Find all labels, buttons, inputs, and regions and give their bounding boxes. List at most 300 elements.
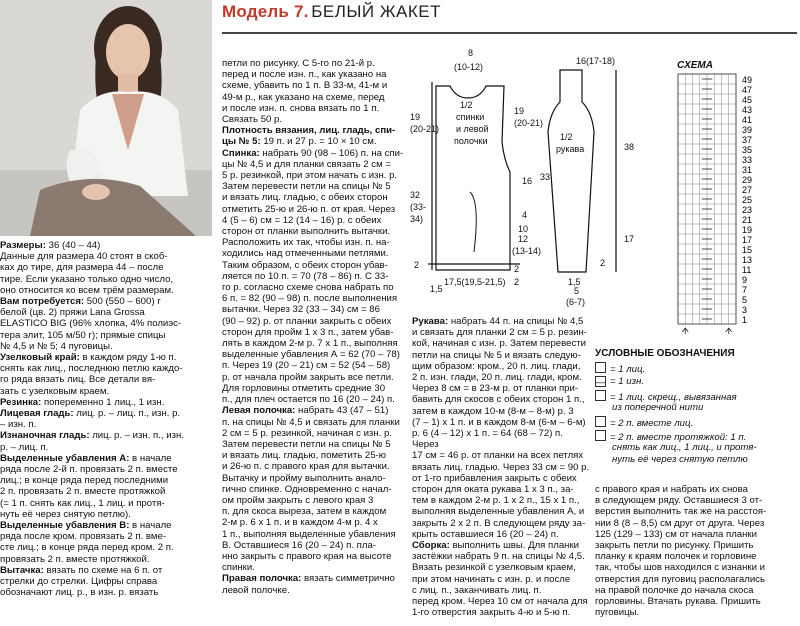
schema-row-number: 27 xyxy=(742,185,753,195)
col1-line xyxy=(0,520,214,531)
line-text: в начале xyxy=(129,452,172,464)
line-text: крыть оставшиеся 16 (20 – 24) п. xyxy=(412,528,559,540)
col3-line xyxy=(412,316,590,327)
schema-row-number: 5 xyxy=(742,295,748,305)
schema-row-number: 47 xyxy=(742,85,753,95)
line-text: 19 п. и 27 р. = 10 × 10 см. xyxy=(260,136,377,148)
line-text: лиц. р. – изн. п., изн. xyxy=(89,430,184,442)
diagram-front-label-3: и левой xyxy=(456,124,489,134)
diagram-bottom-dim-2: 17,5(19,5-21,5) xyxy=(444,277,506,287)
diagram-right-dim-7: (13-14) xyxy=(512,246,542,256)
col1-line xyxy=(0,397,214,408)
col2-line xyxy=(222,103,408,114)
line-text: нуть её через снятую петлю). xyxy=(0,508,131,520)
line-text: на правой полочке до начала скоса xyxy=(595,584,754,596)
line-text: вязать по схеме на 6 п. от xyxy=(43,564,163,576)
line-text: ом пройм закрыть с левого края 3 xyxy=(222,494,374,506)
line-text: ряда после кром. провязать 2 п. вме- xyxy=(0,531,167,543)
col1-line xyxy=(0,509,214,520)
line-text: п., для плеч остается по 16 (20 – 24) п. xyxy=(222,394,395,406)
col4-line xyxy=(595,562,795,573)
line-text: лиц.; в конце ряда перед последними xyxy=(0,475,169,487)
col1-line xyxy=(0,352,214,363)
diagram-right-dim-6: 12 xyxy=(518,234,529,244)
col3-line xyxy=(412,551,590,562)
section-heading: Размеры: xyxy=(0,240,46,251)
col4-line xyxy=(595,529,795,540)
line-text: нно закрыть с правого края на высоте xyxy=(222,550,392,562)
schema-row-number: 15 xyxy=(742,245,753,255)
section-heading: Выделенные убавления А: xyxy=(0,452,130,464)
schema-row-number: 35 xyxy=(742,145,753,155)
col1-line xyxy=(0,307,214,318)
col2-line xyxy=(222,204,408,215)
section-heading: Левая полочка: xyxy=(222,405,296,417)
col1-line xyxy=(0,531,214,542)
schema-row-number: 7 xyxy=(742,285,748,295)
line-text: выделенные убавления А = 62 (70 – 78) xyxy=(222,349,400,361)
col2-line xyxy=(222,473,408,484)
line-text: ляется по 10 п. = 70 (78 – 86) п. С 33- xyxy=(222,270,389,282)
line-text: 4 (5 – 6) см = 12 (14 – 16) р. с обеих xyxy=(222,214,382,226)
col3-line xyxy=(412,484,590,495)
col3-line xyxy=(412,338,590,349)
knit-symbol-icon xyxy=(595,362,606,373)
schema-row-number: 37 xyxy=(742,135,753,145)
diagram-top-dim-3: 16(17-18) xyxy=(576,56,616,66)
line-text: 2-м р. 6 х 1 п. и в каждом 4-м р. 4 х xyxy=(222,517,378,529)
line-text: 1-го отверстия закрыть 4-ю и 5-ю п. xyxy=(412,607,571,619)
line-text: набрать 43 (47 – 51) xyxy=(295,405,389,417)
legend-item-knit: = 1 лиц. xyxy=(595,362,645,375)
col2-line xyxy=(222,226,408,237)
purl-symbol-icon: — xyxy=(596,377,606,388)
line-text: Связать 50 р. xyxy=(222,114,283,126)
col1-line xyxy=(0,251,214,262)
col1-line xyxy=(0,262,214,273)
line-text: закрыть 2 х 2 п. В следующем ряду за- xyxy=(412,517,586,529)
text-column-3 xyxy=(412,316,590,618)
col1-line xyxy=(0,240,214,251)
schema-row-number: 23 xyxy=(742,205,753,215)
col1-line xyxy=(0,419,214,430)
line-text: при этом начинать с изн. р. и после xyxy=(412,573,571,585)
line-text: п. Через 19 (20 – 21) см = 52 (54 – 58) xyxy=(222,360,391,372)
line-text: сторон для оката рукава 1 х 3 п., за- xyxy=(412,484,574,496)
twisted-stitch-icon xyxy=(595,390,606,401)
col3-line xyxy=(412,607,590,618)
line-text: Данные для размера 40 стоят в скоб- xyxy=(0,251,168,263)
col1-line xyxy=(0,386,214,397)
col4-line xyxy=(595,518,795,529)
col3-line xyxy=(412,495,590,506)
schema-row-number: 13 xyxy=(742,255,753,265)
col1-line xyxy=(0,330,214,341)
col2-line xyxy=(222,517,408,528)
line-text: 36 (40 – 44) xyxy=(45,240,101,251)
schema-arrow-icon xyxy=(682,328,688,334)
section-heading: Узелковый край: xyxy=(0,352,80,364)
col3-line xyxy=(412,529,590,540)
diagram-top-dim-1: 8 xyxy=(468,48,474,58)
line-text: обозначают лиц. р., в изн. р. вязать xyxy=(0,587,159,599)
section-heading: Лицевая гладь: xyxy=(0,408,74,420)
line-text: выполняя выделенные убавления А, и xyxy=(412,506,585,518)
model-name: БЕЛЫЙ ЖАКЕТ xyxy=(311,2,442,21)
line-text: (7 – 1) х 1 п. и в каждом 8-м (6-м – 6-м) xyxy=(412,416,586,428)
col2-line xyxy=(222,360,408,371)
col2-line xyxy=(222,529,408,540)
col3-line xyxy=(412,540,590,551)
line-text: п. для скоса выреза, затем в каждом xyxy=(222,506,387,518)
line-text: Через 8 см = в 23-м р. от планки при- xyxy=(412,383,579,395)
line-text: ходились над отмеченными петлями. xyxy=(222,248,389,260)
col3-line xyxy=(412,450,590,461)
schema-row-number: 45 xyxy=(742,95,753,105)
line-text: и вязать лиц. гладью, пометить 25-ю xyxy=(222,450,386,462)
model-photo xyxy=(0,0,212,236)
line-text: 6 п. = 82 (90 – 98) п. после выполнения xyxy=(222,293,398,305)
col2-line xyxy=(222,192,408,203)
col1-line xyxy=(0,442,214,453)
col2-line xyxy=(222,540,408,551)
col1-line xyxy=(0,576,214,587)
col2-line xyxy=(222,114,408,125)
col2-line xyxy=(222,327,408,338)
line-text: щим образом: кром., 20 п. лиц. глади, xyxy=(412,360,581,372)
col2-line xyxy=(222,271,408,282)
schema-row-number: 11 xyxy=(742,265,752,275)
diagram-sleeve-dim-2: 33 xyxy=(540,172,551,182)
col2-line xyxy=(222,585,408,596)
col3-line xyxy=(412,383,590,394)
col1-line xyxy=(0,296,214,307)
diagram-bottom-dim-1: 1,5 xyxy=(430,284,443,294)
line-text: с лиц. п., заканчивать лиц. п. xyxy=(412,584,542,596)
schema-title: СХЕМА xyxy=(677,60,713,71)
col2-line xyxy=(222,304,408,315)
col2-line xyxy=(222,428,408,439)
col3-line xyxy=(412,394,590,405)
line-text: пуговицы. xyxy=(595,607,640,619)
line-text: го р. согласно схеме снова набрать по xyxy=(222,282,394,294)
diagram-left-dim-2: (20-21) xyxy=(410,124,440,134)
schema-row-number: 29 xyxy=(742,175,753,185)
diagram-sleeve-dim-3: 17 xyxy=(624,234,635,244)
col1-line xyxy=(0,453,214,464)
col3-line xyxy=(412,361,590,372)
col1-line xyxy=(0,464,214,475)
col4-line xyxy=(595,495,795,506)
k2tog-icon xyxy=(595,416,606,427)
line-text: схеме, убавить по 1 п. В 33-м, 41-м и xyxy=(222,80,388,92)
line-text: в следующем ряду. Оставшиеся 3 от- xyxy=(595,495,763,507)
title-underline xyxy=(222,32,797,34)
line-text: Расположить их так, чтобы изн. п. на- xyxy=(222,237,390,249)
pattern-diagram xyxy=(410,42,670,312)
section-heading: Сборка: xyxy=(412,540,450,552)
schema-row-number: 3 xyxy=(742,305,748,315)
line-text: петли на спицы № 5 и вязать следую- xyxy=(412,349,581,361)
line-text: застёжки набрать 9 п. на спицы № 4,5. xyxy=(412,551,585,563)
line-text: в начале xyxy=(129,520,172,532)
section-heading: Вам потребуется: xyxy=(0,296,85,308)
line-text: и вязать лиц. гладью, с обеих сторон xyxy=(222,192,388,204)
diagram-right-dim-2: (20-21) xyxy=(514,118,544,128)
col1-line xyxy=(0,554,214,565)
text-column-4 xyxy=(595,484,795,618)
line-text: Для горловины отметить средние 30 xyxy=(222,382,386,394)
line-text: затем в каждом 10-м (8-м – 8-м) р. 3 xyxy=(412,405,574,417)
line-text: 2 см = 5 р. резинкой, начиная с изн. р. xyxy=(222,427,392,439)
line-text: 2 п. провязать 2 п. вместе протяжкой xyxy=(0,486,166,498)
line-text: стрелки до стрелки. Цифры справа xyxy=(0,576,158,588)
legend-item-twisted-2: из поперечной нити xyxy=(612,402,704,413)
diagram-sleeve-label-1: 1/2 xyxy=(560,132,573,142)
legend-item-ssk-3: нуть её через снятую петлю xyxy=(612,454,748,465)
line-text: р. от начала пройм закрыть все петли. xyxy=(222,371,394,383)
line-text: верстия выполнить так же на расстоя- xyxy=(595,506,767,518)
line-text: белой (цв. 2) пряжи Lana Grossa xyxy=(0,307,145,319)
col1-line xyxy=(0,274,214,285)
line-text: и 26-ю п. с правого края для вытачки. xyxy=(222,461,390,473)
legend-title: УСЛОВНЫЕ ОБОЗНАЧЕНИЯ xyxy=(595,348,735,359)
line-text: кой, начиная с изн. р. Затем перевести xyxy=(412,338,586,350)
col2-line xyxy=(222,237,408,248)
line-text: Затем перевести петли на спицы № 5 xyxy=(222,181,391,193)
line-text: 2 п. изн. глади, 20 п. лиц. глади, кром. xyxy=(412,372,582,384)
line-text: цы № 4,5 и для планки связать 2 см = xyxy=(222,158,391,170)
line-text: № 4,5 и № 5; 4 пуговицы. xyxy=(0,340,113,352)
col1-line xyxy=(0,486,214,497)
col3-line xyxy=(412,327,590,338)
line-text: ELASTICO BIG (96% хлопка, 4% полиэс- xyxy=(0,318,182,330)
line-text: го ряда вязать лиц. Все детали вя- xyxy=(0,374,156,386)
schema-row-number: 19 xyxy=(742,225,753,235)
col3-line xyxy=(412,406,590,417)
line-text: – изн. п. xyxy=(0,419,37,431)
col2-line xyxy=(222,215,408,226)
line-text: сторон от планки выполнить вытачки. xyxy=(222,226,391,238)
line-text: тера элит, 105 м/50 г); прямые спицы xyxy=(0,329,166,341)
col2-line xyxy=(222,293,408,304)
line-text: 49-м р., как указано на схеме, перед xyxy=(222,91,385,103)
line-text: и связать для планки 2 см = 5 р. резин- xyxy=(412,327,587,339)
line-text: (= 1 п. снять как лиц., 1 лиц. и протя- xyxy=(0,497,165,509)
section-heading: Выделенные убавления В: xyxy=(0,520,130,532)
col3-line xyxy=(412,518,590,529)
line-text: горловины. Втачать рукава. Пришить xyxy=(595,596,761,608)
line-text: вытачки. Через 32 (33 – 34) см = 86 xyxy=(222,304,380,316)
col2-line xyxy=(222,383,408,394)
line-text: и после изн. п. снова вязать по 1 п. xyxy=(222,102,380,114)
col3-line xyxy=(412,417,590,428)
col3-line xyxy=(412,473,590,484)
line-text: 125 (129 – 133) см от начала планки xyxy=(595,528,757,540)
diagram-sleeve-label-2: рукава xyxy=(556,144,585,154)
col2-line xyxy=(222,461,408,472)
col1-line xyxy=(0,374,214,385)
line-text: вязать симметрично xyxy=(301,573,395,585)
line-text: отметить 25-ю и 26-ю п. от края. Через xyxy=(222,203,396,215)
col4-line xyxy=(595,596,795,607)
col1-line xyxy=(0,363,214,374)
schema-row-number: 43 xyxy=(742,105,753,115)
col3-line xyxy=(412,462,590,473)
col2-line xyxy=(222,450,408,461)
line-text: лиц. р. – лиц. п., изн. р. xyxy=(73,408,181,420)
col1-line xyxy=(0,285,214,296)
col3-line xyxy=(412,428,590,450)
line-text: с правого края и набрать их снова xyxy=(595,484,748,495)
col4-line xyxy=(595,574,795,585)
col1-line xyxy=(0,565,214,576)
schema-row-number: 1 xyxy=(742,315,748,325)
line-text: планку к краям полочек и горловине xyxy=(595,551,757,563)
col2-line xyxy=(222,417,408,428)
col3-line xyxy=(412,562,590,573)
col2-line xyxy=(222,338,408,349)
diagram-right-dim-3: 16 xyxy=(522,176,533,186)
col2-line xyxy=(222,506,408,517)
line-text: спинки. xyxy=(222,562,255,574)
line-text: (90 – 92) р. от планки закрыть с обеих xyxy=(222,315,392,327)
legend-item-twisted: = 1 лиц. скрещ., вывязанная xyxy=(595,390,737,403)
line-text: ряда после 2-й п. провязать 2 п. вместе xyxy=(0,464,178,476)
schema-row-number: 39 xyxy=(742,125,753,135)
line-text: от 1-го прибавления закрыть с обеих xyxy=(412,472,577,484)
diagram-front-label-2: спинки xyxy=(456,112,485,122)
diagram-right-dim-4: 4 xyxy=(522,210,528,220)
section-heading: Плотность вязания, лиц. гладь, спи- xyxy=(222,125,396,137)
line-text: сте лиц.; в конце ряда перед кром. 2 п. xyxy=(0,542,174,554)
line-text: оно относится ко всем трём размерам. xyxy=(0,284,174,296)
col2-line xyxy=(222,405,408,416)
schema-row-number: 25 xyxy=(742,195,753,205)
line-text: р. 6 (4 – 12) х 1 п. = 64 (68 – 72) п. Через xyxy=(412,428,563,451)
line-text: перед кром. Через 10 см от начала для xyxy=(412,596,588,608)
col2-line xyxy=(222,282,408,293)
line-text: нии 8 (8 – 8,5) см друг от друга. Через xyxy=(595,517,765,529)
line-text: в каждом ряду 1-ю п. xyxy=(79,352,177,364)
schema-row-number: 49 xyxy=(742,75,753,85)
col4-line xyxy=(595,484,795,495)
col2-line xyxy=(222,439,408,450)
legend-item-purl: — = 1 изн. xyxy=(596,376,645,388)
col2-line xyxy=(222,551,408,562)
col2-line xyxy=(222,58,408,69)
schema-row-number: 33 xyxy=(742,155,753,165)
col3-line xyxy=(412,506,590,517)
line-text: лять в каждом 2-м р. 7 х 1 п., выполняя xyxy=(222,338,398,350)
section-heading: Изнаночная гладь: xyxy=(0,430,90,442)
col2-line xyxy=(222,394,408,405)
line-text: тире. Если указано только одно число, xyxy=(0,273,174,285)
line-text: снять как лиц., последнюю петлю каждо- xyxy=(0,363,183,375)
col1-line xyxy=(0,475,214,486)
line-text: зать с узелковым краем. xyxy=(0,385,110,397)
col3-line xyxy=(412,350,590,361)
col2-line xyxy=(222,260,408,271)
col2-line xyxy=(222,148,408,159)
diagram-bottom-dim-4: 1,5 xyxy=(568,277,581,287)
schema-arrow-icon xyxy=(726,328,732,334)
line-text: отверстия для пуговиц располагались xyxy=(595,573,765,585)
schema-row-number: 31 xyxy=(742,165,753,175)
col1-line xyxy=(0,341,214,352)
line-text: так, чтобы шов находился с изнанки и xyxy=(595,562,766,574)
diagram-bottom-dim-5: 5 xyxy=(574,286,580,296)
diagram-left-dim-4: (33- xyxy=(410,202,427,212)
section-heading: Правая полочка: xyxy=(222,573,302,585)
line-text: сторон для пройм 1 х 3 п., затем убав- xyxy=(222,326,394,338)
line-text: левой полочке. xyxy=(222,584,290,596)
col2-line xyxy=(222,573,408,584)
diagram-right-dim-5: 10 xyxy=(518,224,529,234)
text-column-2 xyxy=(222,58,408,596)
line-text: закрыть петли по рисунку. Пришить xyxy=(595,540,754,552)
line-text: р. – лиц. п. xyxy=(0,441,49,453)
text-column-1 xyxy=(0,240,214,599)
schema-chart xyxy=(672,72,798,334)
col1-line xyxy=(0,318,214,329)
line-text: перед и после изн. п., как указано на xyxy=(222,69,387,81)
col3-line xyxy=(412,574,590,585)
diagram-left-dim-3: 32 xyxy=(410,190,421,200)
col4-line xyxy=(595,607,795,618)
diagram-front-label-4: полочки xyxy=(454,136,488,146)
col3-line xyxy=(412,372,590,383)
schema-row-number: 21 xyxy=(742,215,753,225)
model-number: Модель 7. xyxy=(222,2,309,21)
col2-line xyxy=(222,316,408,327)
section-heading: Рукава: xyxy=(412,316,449,327)
line-text: 500 (550 – 600) г xyxy=(84,296,161,308)
diagram-front-label-1: 1/2 xyxy=(460,100,473,110)
col2-line xyxy=(222,372,408,383)
diagram-right-dim-8: 2 xyxy=(514,264,520,274)
section-heading: Резинка: xyxy=(0,396,42,408)
line-text: п. на спицы № 4,5 и связать для планки xyxy=(222,416,400,428)
ssk-icon xyxy=(595,430,606,441)
model-photo-illustration xyxy=(0,0,212,236)
col1-line xyxy=(0,587,214,598)
legend-item-ssk-2: снять как лиц., 1 лиц., и протя- xyxy=(612,442,757,453)
section-heading: цы № 5: xyxy=(222,136,261,148)
line-text: бавить для скосов с обеих сторон 1 п., xyxy=(412,394,585,406)
diagram-bottom-dim-6: (6-7) xyxy=(566,297,586,307)
col2-line xyxy=(222,349,408,360)
col2-line xyxy=(222,181,408,192)
line-text: набрать 44 п. на спицы № 4,5 xyxy=(448,316,584,327)
line-text: гично спинке. Одновременно с начал- xyxy=(222,483,392,495)
col2-line xyxy=(222,170,408,181)
line-text: 17 см = 46 р. от планки на всех петлях xyxy=(412,450,584,462)
line-text: 1 п., выполняя выделенные убавления xyxy=(222,528,396,540)
col4-line xyxy=(595,585,795,596)
col2-line xyxy=(222,562,408,573)
col2-line xyxy=(222,92,408,103)
col4-line xyxy=(595,506,795,517)
col4-line xyxy=(595,540,795,551)
line-text: Вязать резинкой с узелковым краем, xyxy=(412,562,576,574)
col2-line xyxy=(222,69,408,80)
line-text: Затем перевести петли на спицы № 5 xyxy=(222,438,391,450)
line-text: Таким образом, с обеих сторон убав- xyxy=(222,259,388,271)
col1-line xyxy=(0,498,214,509)
diagram-sleeve-dim-4: 2 xyxy=(600,258,606,268)
legend-item-k2tog: = 2 п. вместе лиц. xyxy=(595,416,693,429)
